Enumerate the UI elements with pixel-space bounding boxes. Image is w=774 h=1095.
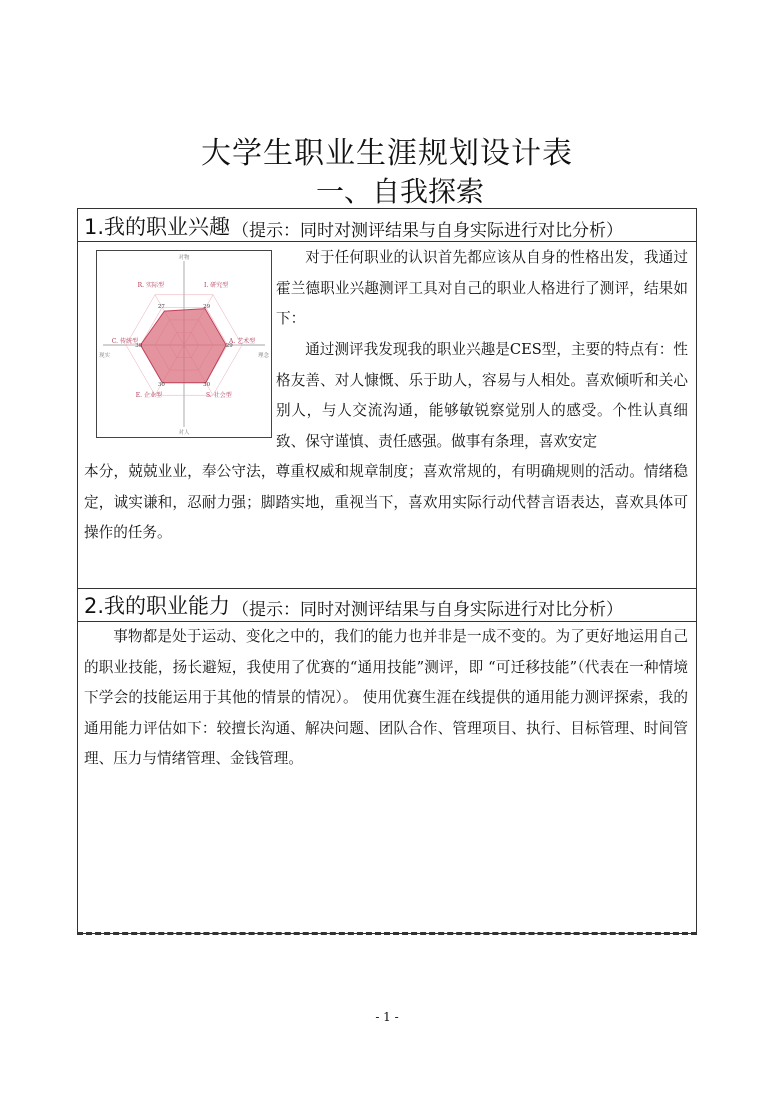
category-label: R. 实际型 [137,282,164,289]
radar-svg [97,251,271,437]
category-label: S. 社会型 [206,392,232,399]
category-label: I. 研究型 [204,282,229,289]
data-label-value: 27 [157,303,165,310]
category-label: A. 艺术型 [229,338,256,345]
data-label-value: 29 [225,343,233,349]
axis-label-right: 理念 [257,353,269,359]
section2-heading: 2.我的职业能力 [84,594,231,618]
data-series-polygon [141,309,227,383]
dashed-page-break [77,932,697,935]
section2-paragraph: 事物都是处于运动、变化之中的，我们的能力也并非是一成不变的。为了更好地运用自己的职业技能，扬长避短，我使用了优赛的“通用技能”测评，即 “可迁移技能”（代表在一种情境下学会的技能运用于其他的情景的情况）。 使用优赛生涯在线提供的通用能力测评探索，我的通用能力评估如下：较擅长沟通、解决问题、团队合作、管理项目、执行、目标管理、时间管理、压力与情绪管理、金钱管理。 [84,628,688,767]
holland-radar-chart [96,250,272,438]
data-label-value: 29 [203,303,211,310]
axis-label-top: 对物 [178,255,190,261]
data-label-value: 30 [203,382,211,389]
data-label-value: 30 [135,343,143,349]
axis-label-left: 现实 [99,353,111,359]
section1-paragraph2-intro: 通过测评我发现我的职业兴趣是CES型，主要的特点有：性格友善、对人慷慨、乐于助人，容易与人相处。喜欢倾听和关心别人，与人交流沟通，能够敏锐察觉别人的感受。个性认真细致、保守谨慎、责任感强。做事有条理，喜欢安定 [276,341,688,450]
section1-heading: 1.我的职业兴趣 [84,215,231,239]
document-title: 大学生职业生涯规划设计表 [201,136,573,171]
section1-paragraph1: 对于任何职业的认识首先都应该从自身的性格出发，我通过霍兰德职业兴趣测评工具对自己的职业人格进行了测评，结果如下： [276,249,688,327]
section2-hint: （提示：同时对测评结果与自身实际进行对比分析） [232,600,624,620]
planning-table [77,208,697,934]
page-number: - 1 - [375,1010,399,1024]
section1-header [78,209,696,241]
category-label: E. 企业型 [135,392,162,399]
section1-paragraph2-rest: 本分，兢兢业业，奉公守法，尊重权威和规章制度；喜欢常规的，有明确规则的活动。情绪稳定，诚实谦和，忍耐力强；脚踏实地，重视当下，喜欢用实际行动代替言语表达，喜欢具体可操作的任务。 [84,463,688,541]
section2-header [78,588,696,620]
data-label-value: 30 [157,382,165,389]
section1-divider [78,241,696,242]
axis-label-bottom: 对人 [178,430,190,436]
section-subtitle: 一、自我探索 [315,175,484,208]
category-label: C. 传统型 [111,338,138,345]
section1-hint: （提示：同时对测评结果与自身实际进行对比分析） [232,221,624,241]
